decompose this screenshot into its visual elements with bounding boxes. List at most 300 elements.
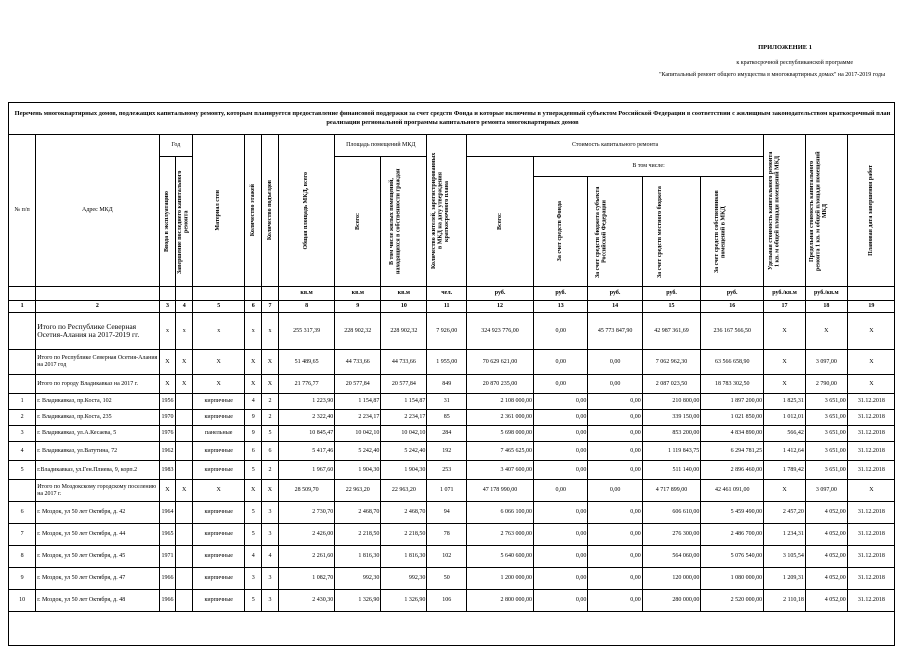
table-cell: 2 261,60 bbox=[278, 546, 334, 568]
table-cell: 5 242,40 bbox=[335, 442, 381, 461]
table-cell: 31.12.2018 bbox=[847, 394, 895, 410]
table-caption: Перечень многоквартирных домов, подлежащих капитальному ремонту, которым планируется предоставление финансовой поддержки за счет средств Фонда и которые включены в утвержденный субъектом Российской Федерации в соответствии с жилищным законодательством краткосрочный план реализации региональной программы капитального ремонта многоквартирных домов bbox=[14, 110, 891, 127]
table-cell: X bbox=[847, 313, 895, 350]
table-cell: 1 209,31 bbox=[764, 568, 806, 590]
table-cell bbox=[176, 568, 193, 590]
column-index-cell: 16 bbox=[701, 301, 764, 313]
table-cell: 44 733,66 bbox=[381, 350, 427, 375]
address-cell: г. Владикавказ, пр.Коста, 102 bbox=[36, 394, 159, 410]
col-num: № п/п bbox=[9, 135, 36, 287]
unit-cell: руб. bbox=[588, 287, 642, 301]
table-cell: 4 bbox=[245, 394, 262, 410]
table-cell: 992,30 bbox=[335, 568, 381, 590]
col-area-group: Площадь помещений МКД bbox=[335, 135, 427, 157]
table-cell: 2 234,17 bbox=[381, 410, 427, 426]
col-residents: Количество жителей, зарегистрированных в МКД на дату утверждения краткосрочного плана bbox=[427, 135, 467, 287]
program-name: "Капитальный ремонт общего имущества в многоквартирных домах" на 2017-2019 годы bbox=[659, 72, 885, 78]
table-row bbox=[9, 442, 896, 461]
total-row bbox=[9, 480, 896, 502]
column-index-cell: 18 bbox=[805, 301, 847, 313]
table-cell: 0,00 bbox=[588, 568, 642, 590]
column-index-cell: 19 bbox=[847, 301, 895, 313]
column-index-cell: 4 bbox=[176, 301, 193, 313]
table-cell: X bbox=[193, 375, 245, 394]
address-cell: Итого по городу Владикавказ на 2017 г. bbox=[36, 375, 159, 394]
table-cell: 0,00 bbox=[588, 426, 642, 442]
table-cell: 3 097,00 bbox=[805, 480, 847, 502]
unit-cell: руб. bbox=[701, 287, 764, 301]
table-cell: 2 800 000,00 bbox=[467, 590, 534, 612]
table-cell: кирпичные bbox=[193, 568, 245, 590]
table-cell: 6 bbox=[262, 442, 279, 461]
table-cell: 50 bbox=[427, 568, 467, 590]
column-index-cell: 2 bbox=[36, 301, 159, 313]
table-cell: X bbox=[245, 480, 262, 502]
table-cell: 564 060,00 bbox=[642, 546, 701, 568]
table-cell: 0,00 bbox=[534, 502, 588, 524]
table-cell: 1 897 200,00 bbox=[701, 394, 764, 410]
table-cell: 1 326,90 bbox=[381, 590, 427, 612]
table-cell: X bbox=[159, 480, 176, 502]
table-cell: 1965 bbox=[159, 524, 176, 546]
table-cell: 280 000,00 bbox=[642, 590, 701, 612]
table-cell: 31.12.2018 bbox=[847, 426, 895, 442]
table-cell: 276 300,00 bbox=[642, 524, 701, 546]
table-cell: X bbox=[262, 375, 279, 394]
table-cell: 4 bbox=[262, 546, 279, 568]
table-cell: 0,00 bbox=[534, 590, 588, 612]
address-cell: г. Моздок, ул 50 лет Октября, д. 47 bbox=[36, 568, 159, 590]
appendix-subtitle: к краткосрочной республиканской программе bbox=[736, 60, 853, 66]
table-cell: 2 108 000,00 bbox=[467, 394, 534, 410]
table-cell: 1 904,30 bbox=[381, 461, 427, 480]
table-cell: 5 459 490,00 bbox=[701, 502, 764, 524]
repair-register-table bbox=[8, 134, 895, 612]
table-cell: 7 465 625,00 bbox=[467, 442, 534, 461]
unit-cell: кв.м bbox=[278, 287, 334, 301]
col-year-last-repair: Завершение последнего капитального ремонта bbox=[176, 157, 193, 287]
col-wall-material: Материал стен bbox=[193, 135, 245, 287]
table-cell: 566,42 bbox=[764, 426, 806, 442]
table-cell: 4 834 890,00 bbox=[701, 426, 764, 442]
column-index-cell: 1 bbox=[9, 301, 36, 313]
table-cell bbox=[176, 546, 193, 568]
col-year-commission: Ввода в эксплуатацию bbox=[159, 157, 176, 287]
table-cell: 1 154,87 bbox=[335, 394, 381, 410]
table-row bbox=[9, 426, 896, 442]
table-cell: 3 bbox=[262, 524, 279, 546]
table-cell: 1 234,31 bbox=[764, 524, 806, 546]
table-cell: 1 080 000,00 bbox=[701, 568, 764, 590]
table-cell: 10 042,10 bbox=[335, 426, 381, 442]
table-cell: 0,00 bbox=[534, 442, 588, 461]
table-cell bbox=[9, 375, 36, 394]
table-cell: 1 bbox=[9, 394, 36, 410]
table-cell: 1983 bbox=[159, 461, 176, 480]
total-row bbox=[9, 313, 896, 350]
column-index-cell: 15 bbox=[642, 301, 701, 313]
table-cell: X bbox=[262, 350, 279, 375]
table-cell: 31.12.2018 bbox=[847, 442, 895, 461]
table-cell: 1970 bbox=[159, 410, 176, 426]
table-cell: X bbox=[847, 350, 895, 375]
table-cell: 1 955,00 bbox=[427, 350, 467, 375]
table-cell: 4 052,00 bbox=[805, 524, 847, 546]
table-cell: X bbox=[764, 313, 806, 350]
table-cell: X bbox=[847, 375, 895, 394]
total-row bbox=[9, 350, 896, 375]
table-cell: 253 bbox=[427, 461, 467, 480]
table-cell: 5 417,46 bbox=[278, 442, 334, 461]
table-cell: кирпичные bbox=[193, 546, 245, 568]
column-index-cell: 3 bbox=[159, 301, 176, 313]
table-cell: 20 577,84 bbox=[335, 375, 381, 394]
address-cell: г. Моздок, ул 50 лет Октября, д. 48 bbox=[36, 590, 159, 612]
table-cell: 5 bbox=[9, 461, 36, 480]
table-cell: 1962 bbox=[159, 442, 176, 461]
table-cell: 94 bbox=[427, 502, 467, 524]
table-cell: 255 317,39 bbox=[278, 313, 334, 350]
table-cell: X bbox=[159, 375, 176, 394]
table-cell: кирпичные bbox=[193, 524, 245, 546]
col-cost-all: Всего: bbox=[467, 157, 534, 287]
table-cell: 1976 bbox=[159, 426, 176, 442]
table-cell: X bbox=[176, 480, 193, 502]
units-row bbox=[9, 287, 896, 301]
table-cell: 31.12.2018 bbox=[847, 524, 895, 546]
table-cell: 0,00 bbox=[588, 350, 642, 375]
table-cell: 5 698 000,00 bbox=[467, 426, 534, 442]
unit-cell: руб. bbox=[467, 287, 534, 301]
table-cell: 4 717 899,00 bbox=[642, 480, 701, 502]
table-cell bbox=[176, 442, 193, 461]
table-cell: 5 bbox=[262, 426, 279, 442]
table-cell: 44 733,66 bbox=[335, 350, 381, 375]
col-unit-cost: Удельная стоимость капитального ремонта 1 кв. м общей площади помещений МКД bbox=[764, 135, 806, 287]
table-cell: x bbox=[193, 313, 245, 350]
table-cell: 0,00 bbox=[534, 410, 588, 426]
table-cell: 0,00 bbox=[588, 375, 642, 394]
table-cell: 210 800,00 bbox=[642, 394, 701, 410]
col-cost-owners: За счет средств собственников помещений в МКД bbox=[701, 177, 764, 287]
table-cell: 7 062 962,30 bbox=[642, 350, 701, 375]
column-index-cell: 10 bbox=[381, 301, 427, 313]
table-cell: 3 407 600,00 bbox=[467, 461, 534, 480]
table-cell: 47 178 990,00 bbox=[467, 480, 534, 502]
table-cell: 42 461 091,00 bbox=[701, 480, 764, 502]
table-cell: 0,00 bbox=[534, 546, 588, 568]
table-cell: 0,00 bbox=[588, 410, 642, 426]
table-cell: 228 902,32 bbox=[381, 313, 427, 350]
table-cell: 1 154,87 bbox=[381, 394, 427, 410]
table-cell: 3 651,00 bbox=[805, 426, 847, 442]
table-cell: 4 bbox=[245, 546, 262, 568]
unit-cell: руб./кв.м bbox=[764, 287, 806, 301]
table-cell: 31.12.2018 bbox=[847, 461, 895, 480]
table-cell: 5 bbox=[245, 524, 262, 546]
table-cell: 8 bbox=[9, 546, 36, 568]
table-row bbox=[9, 461, 896, 480]
table-row bbox=[9, 410, 896, 426]
table-cell: 4 052,00 bbox=[805, 590, 847, 612]
table-cell: 18 783 302,50 bbox=[701, 375, 764, 394]
table-cell: 22 963,20 bbox=[335, 480, 381, 502]
table-cell: кирпичные bbox=[193, 410, 245, 426]
table-cell: 4 052,00 bbox=[805, 502, 847, 524]
address-cell: г. Владикавказ, пр.Коста, 235 bbox=[36, 410, 159, 426]
table-cell: 78 bbox=[427, 524, 467, 546]
unit-cell: чел. bbox=[427, 287, 467, 301]
table-cell: 1 967,60 bbox=[278, 461, 334, 480]
unit-cell: руб. bbox=[534, 287, 588, 301]
table-cell bbox=[9, 350, 36, 375]
table-cell: 2 486 700,00 bbox=[701, 524, 764, 546]
address-cell: г. Владикавказ, ул.А.Кесаева, 5 bbox=[36, 426, 159, 442]
column-index-cell: 13 bbox=[534, 301, 588, 313]
table-cell: 31.12.2018 bbox=[847, 410, 895, 426]
table-row bbox=[9, 590, 896, 612]
address-cell: г. Моздок, ул 50 лет Октября, д. 45 bbox=[36, 546, 159, 568]
table-cell: 5 bbox=[245, 590, 262, 612]
table-cell: 2 730,70 bbox=[278, 502, 334, 524]
table-cell: 2 468,70 bbox=[335, 502, 381, 524]
table-cell: 0,00 bbox=[588, 442, 642, 461]
table-cell: 2 bbox=[262, 410, 279, 426]
table-cell: X bbox=[176, 375, 193, 394]
column-index-cell: 9 bbox=[335, 301, 381, 313]
table-cell: 6 bbox=[245, 442, 262, 461]
col-year-group: Год bbox=[159, 135, 192, 157]
col-cost-group: Стоимость капитального ремонта bbox=[467, 135, 764, 157]
register-frame bbox=[8, 102, 895, 646]
table-cell: 0,00 bbox=[588, 590, 642, 612]
table-cell: 0,00 bbox=[588, 524, 642, 546]
table-cell: 0,00 bbox=[534, 350, 588, 375]
table-cell: 1971 bbox=[159, 546, 176, 568]
table-cell: 31.12.2018 bbox=[847, 590, 895, 612]
table-cell: 1 412,64 bbox=[764, 442, 806, 461]
table-cell: 1964 bbox=[159, 502, 176, 524]
table-cell: 31 bbox=[427, 394, 467, 410]
table-cell: кирпичные bbox=[193, 590, 245, 612]
address-cell: Итого по Республике Северная Осетия-Алания на 2017 год bbox=[36, 350, 159, 375]
table-cell: 4 bbox=[9, 442, 36, 461]
table-cell: 28 509,70 bbox=[278, 480, 334, 502]
table-cell: 1 012,01 bbox=[764, 410, 806, 426]
table-cell: x bbox=[159, 313, 176, 350]
table-cell: 2 520 000,00 bbox=[701, 590, 764, 612]
address-cell: г. Моздок, ул 50 лет Октября, д. 42 bbox=[36, 502, 159, 524]
table-cell: X bbox=[193, 350, 245, 375]
table-cell: 6 bbox=[9, 502, 36, 524]
table-cell: 85 bbox=[427, 410, 467, 426]
table-cell: 3 bbox=[262, 590, 279, 612]
table-cell: 192 bbox=[427, 442, 467, 461]
table-cell bbox=[176, 426, 193, 442]
column-index-cell: 12 bbox=[467, 301, 534, 313]
table-cell: 0,00 bbox=[588, 461, 642, 480]
col-area-residential: В том числе жилых помещений, находящихся в собственности граждан bbox=[381, 157, 427, 287]
unit-cell: кв.м bbox=[381, 287, 427, 301]
table-cell: 3 651,00 bbox=[805, 394, 847, 410]
column-index-cell: 6 bbox=[245, 301, 262, 313]
col-cost-local: За счет средств местного бюджета bbox=[642, 177, 701, 287]
table-row bbox=[9, 394, 896, 410]
table-cell: 4 052,00 bbox=[805, 568, 847, 590]
table-cell: 0,00 bbox=[588, 480, 642, 502]
table-cell: 9 bbox=[9, 568, 36, 590]
table-cell: 606 610,00 bbox=[642, 502, 701, 524]
column-index-cell: 5 bbox=[193, 301, 245, 313]
col-cost-subject: За счет средств бюджета субъекта Российской Федерации bbox=[588, 177, 642, 287]
table-cell: 3 bbox=[9, 426, 36, 442]
total-row bbox=[9, 375, 896, 394]
table-cell: панельные bbox=[193, 426, 245, 442]
table-cell: 2 322,40 bbox=[278, 410, 334, 426]
table-cell: 1956 bbox=[159, 394, 176, 410]
appendix-title: ПРИЛОЖЕНИЕ 1 bbox=[758, 44, 812, 51]
col-floors: Количество этажей bbox=[245, 135, 262, 287]
table-cell: 0,00 bbox=[588, 394, 642, 410]
table-cell: 31.12.2018 bbox=[847, 546, 895, 568]
table-cell: 120 000,00 bbox=[642, 568, 701, 590]
table-cell: 70 629 621,00 bbox=[467, 350, 534, 375]
table-cell: 0,00 bbox=[534, 480, 588, 502]
table-cell: 3 bbox=[245, 568, 262, 590]
column-index-cell: 14 bbox=[588, 301, 642, 313]
table-cell: 339 150,00 bbox=[642, 410, 701, 426]
table-cell: 0,00 bbox=[588, 546, 642, 568]
table-cell: X bbox=[764, 480, 806, 502]
table-cell: 0,00 bbox=[534, 568, 588, 590]
table-cell: 3 bbox=[262, 502, 279, 524]
table-cell: 10 042,10 bbox=[381, 426, 427, 442]
unit-cell: кв.м bbox=[335, 287, 381, 301]
table-cell: 102 bbox=[427, 546, 467, 568]
table-cell: 2 218,50 bbox=[381, 524, 427, 546]
table-cell bbox=[176, 502, 193, 524]
table-cell: 2 457,20 bbox=[764, 502, 806, 524]
address-cell: г. Моздок, ул 50 лет Октября, д. 44 bbox=[36, 524, 159, 546]
table-cell bbox=[176, 394, 193, 410]
table-cell bbox=[176, 461, 193, 480]
table-row bbox=[9, 524, 896, 546]
table-cell: x bbox=[245, 313, 262, 350]
column-index-row bbox=[9, 301, 896, 313]
table-cell: 1966 bbox=[159, 568, 176, 590]
table-cell: 9 bbox=[245, 426, 262, 442]
table-cell: 0,00 bbox=[534, 524, 588, 546]
table-cell: X bbox=[245, 350, 262, 375]
table-cell: кирпичные bbox=[193, 394, 245, 410]
table-cell: 0,00 bbox=[588, 502, 642, 524]
table-cell: 51 489,65 bbox=[278, 350, 334, 375]
table-cell: 2 763 000,00 bbox=[467, 524, 534, 546]
table-cell: X bbox=[159, 350, 176, 375]
table-cell: 2 468,70 bbox=[381, 502, 427, 524]
address-cell: г. Владикавказ, ул.Ватутина, 72 bbox=[36, 442, 159, 461]
table-cell: 1 082,70 bbox=[278, 568, 334, 590]
table-cell: 5 bbox=[245, 461, 262, 480]
table-cell: 2 790,00 bbox=[805, 375, 847, 394]
table-cell: 284 bbox=[427, 426, 467, 442]
table-cell: 1 200 000,00 bbox=[467, 568, 534, 590]
table-cell bbox=[176, 410, 193, 426]
address-cell: Итого по Моздокскому городскому поселению на 2017 г. bbox=[36, 480, 159, 502]
table-cell: 10 845,47 bbox=[278, 426, 334, 442]
table-cell bbox=[176, 524, 193, 546]
table-cell: кирпичные bbox=[193, 461, 245, 480]
col-planned-date: Плановая дата завершения работ bbox=[847, 135, 895, 287]
table-cell: 7 926,00 bbox=[427, 313, 467, 350]
table-cell: 3 651,00 bbox=[805, 442, 847, 461]
table-cell: 31.12.2018 bbox=[847, 568, 895, 590]
table-row bbox=[9, 546, 896, 568]
table-cell: 2 bbox=[262, 394, 279, 410]
col-limit-cost: Предельная стоимость капитального ремонта 1 кв. м общей площади помещений МКД bbox=[805, 135, 847, 287]
table-cell: X bbox=[764, 375, 806, 394]
table-cell: 1966 bbox=[159, 590, 176, 612]
table-cell: 2 bbox=[262, 461, 279, 480]
table-cell: 236 167 566,50 bbox=[701, 313, 764, 350]
column-index-cell: 11 bbox=[427, 301, 467, 313]
table-cell: 7 bbox=[9, 524, 36, 546]
table-cell: 0,00 bbox=[534, 375, 588, 394]
table-cell: 0,00 bbox=[534, 394, 588, 410]
table-cell: x bbox=[176, 313, 193, 350]
table-cell: X bbox=[805, 313, 847, 350]
table-cell: 0,00 bbox=[534, 426, 588, 442]
table-cell: 10 bbox=[9, 590, 36, 612]
col-total-area: Общая площадь МКД, всего bbox=[278, 135, 334, 287]
col-cost-fund: За счет средств Фонда bbox=[534, 177, 588, 287]
table-cell: x bbox=[262, 313, 279, 350]
column-index-cell: 7 bbox=[262, 301, 279, 313]
table-cell: 849 bbox=[427, 375, 467, 394]
table-cell: 1 223,90 bbox=[278, 394, 334, 410]
table-cell: X bbox=[764, 350, 806, 375]
col-address: Адрес МКД bbox=[36, 135, 159, 287]
table-cell: 0,00 bbox=[534, 461, 588, 480]
table-cell: 63 566 658,90 bbox=[701, 350, 764, 375]
table-cell: 2 087 023,50 bbox=[642, 375, 701, 394]
table-cell: 3 097,00 bbox=[805, 350, 847, 375]
table-row bbox=[9, 502, 896, 524]
table-cell: 5 bbox=[245, 502, 262, 524]
address-cell: Итого по Республике Северная Осетия-Алания на 2017-2019 гг. bbox=[36, 313, 159, 350]
table-cell: 1 816,30 bbox=[335, 546, 381, 568]
table-cell: 1 904,30 bbox=[335, 461, 381, 480]
table-cell: 3 bbox=[262, 568, 279, 590]
table-cell: 1 021 850,00 bbox=[701, 410, 764, 426]
table-cell: 45 773 847,90 bbox=[588, 313, 642, 350]
table-cell: кирпичные bbox=[193, 502, 245, 524]
col-area-all: Всего: bbox=[335, 157, 381, 287]
table-cell: 2 bbox=[9, 410, 36, 426]
table-cell: 31.12.2018 bbox=[847, 502, 895, 524]
table-cell: 6 066 100,00 bbox=[467, 502, 534, 524]
table-cell bbox=[176, 590, 193, 612]
table-cell: 2 430,30 bbox=[278, 590, 334, 612]
table-cell: 511 140,00 bbox=[642, 461, 701, 480]
table-cell: 2 361 000,00 bbox=[467, 410, 534, 426]
table-cell: 1 119 843,75 bbox=[642, 442, 701, 461]
table-cell: 1 816,30 bbox=[381, 546, 427, 568]
table-row bbox=[9, 568, 896, 590]
unit-cell: руб. bbox=[642, 287, 701, 301]
table-cell: 20 870 235,00 bbox=[467, 375, 534, 394]
table-cell: 5 242,40 bbox=[381, 442, 427, 461]
